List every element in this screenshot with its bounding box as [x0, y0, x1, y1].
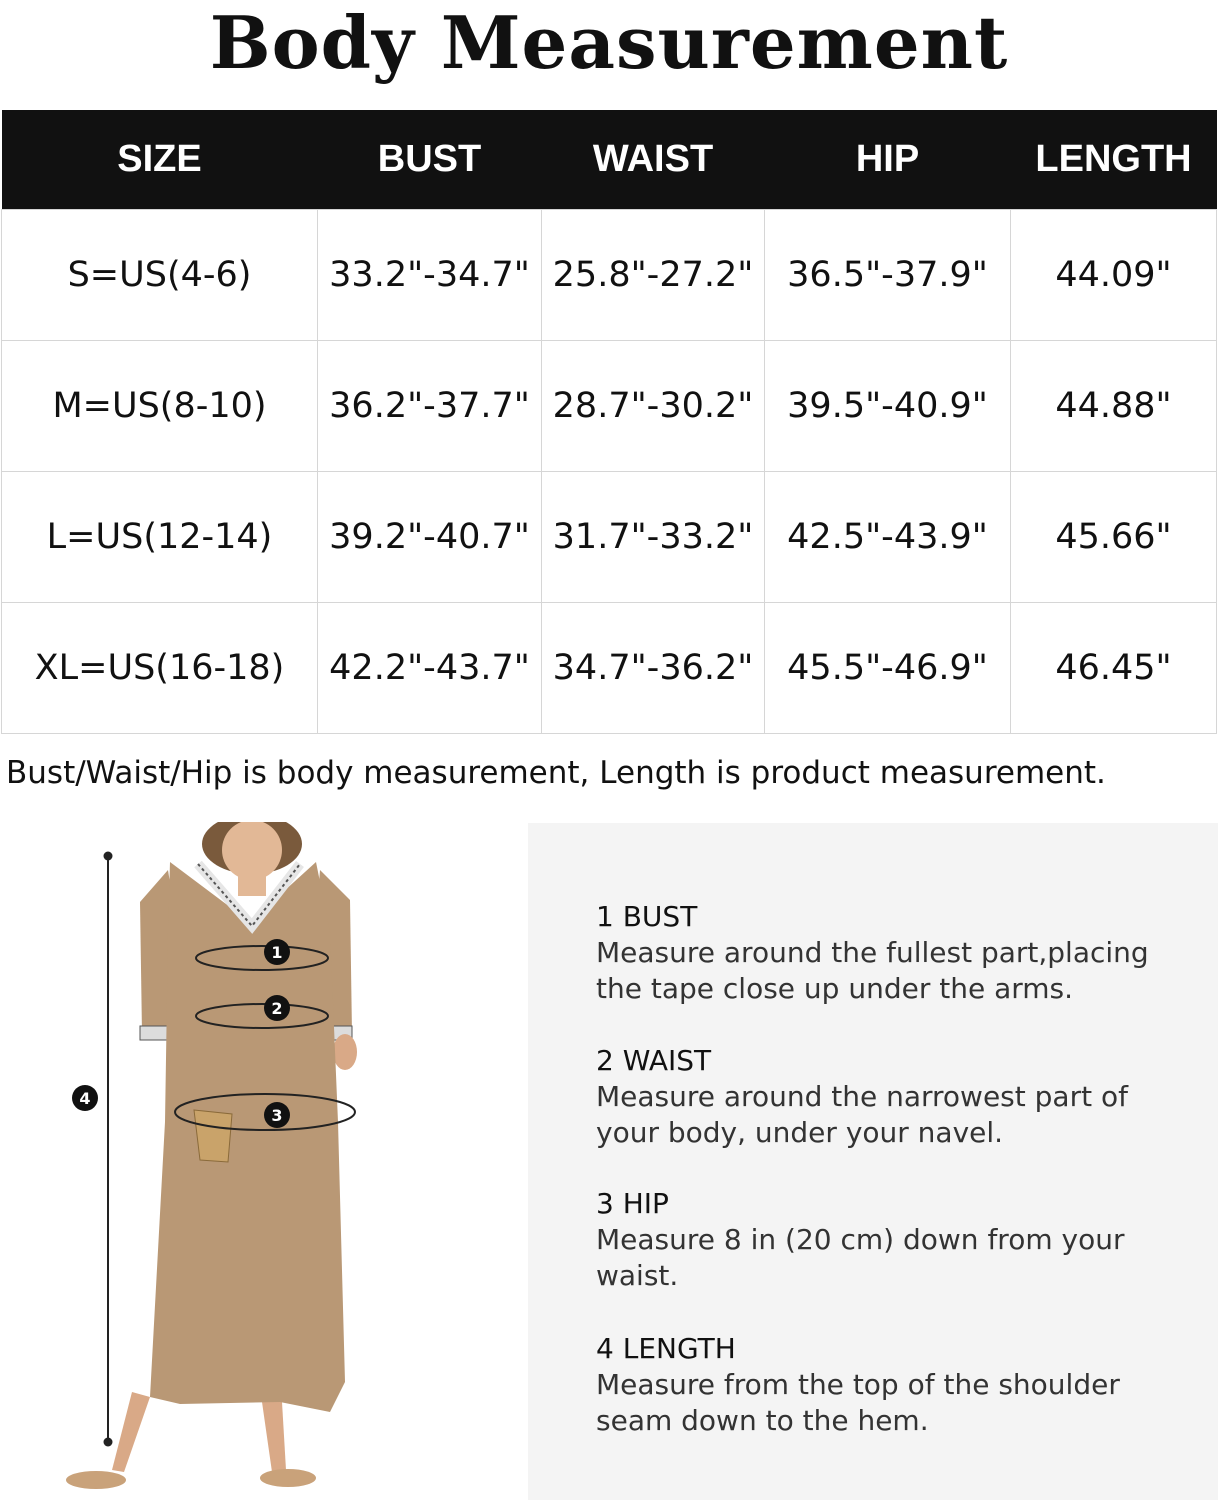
face — [222, 822, 282, 880]
length-line-bottom-dot — [104, 1438, 113, 1447]
marker-3-label: 3 — [271, 1106, 283, 1125]
waist-cell: 34.7"-36.2" — [542, 603, 765, 734]
right-sandal — [260, 1469, 316, 1487]
table-row — [2, 210, 1217, 341]
hip-cell: 36.5"-37.9" — [765, 210, 1011, 341]
header-size: SIZE — [2, 110, 318, 210]
marker-4 — [72, 1085, 98, 1111]
header-bust: BUST — [318, 110, 542, 210]
marker-2 — [264, 995, 290, 1021]
neck — [238, 872, 266, 896]
marker-4-label: 4 — [79, 1089, 91, 1108]
bust-desc-line-2: the tape close up under the arms. — [596, 972, 1074, 1005]
dress-illustration — [0, 822, 520, 1500]
hip-cell: 45.5"-46.9" — [765, 603, 1011, 734]
size-cell: XL=US(16-18) — [2, 603, 318, 734]
length-heading: 4 LENGTH — [596, 1332, 736, 1365]
bust-cell: 36.2"-37.7" — [318, 341, 542, 472]
marker-1-label: 1 — [271, 943, 283, 962]
header-hip: HIP — [765, 110, 1011, 210]
length-cell: 44.09" — [1011, 210, 1217, 341]
dress-body — [150, 862, 345, 1412]
length-instruction — [596, 1331, 1196, 1439]
length-line-top-dot — [104, 852, 113, 861]
bust-cell: 33.2"-34.7" — [318, 210, 542, 341]
right-hand — [333, 1034, 357, 1070]
hip-instruction — [596, 1186, 1196, 1294]
measurement-guide-panel — [528, 823, 1218, 1500]
length-desc-line-2: seam down to the hem. — [596, 1404, 929, 1437]
hip-cell: 39.5"-40.9" — [765, 341, 1011, 472]
page-title: Body Measurement — [209, 0, 1009, 85]
length-desc-line-1: Measure from the top of the shoulder — [596, 1368, 1120, 1401]
size-chart-table — [1, 110, 1217, 734]
marker-3 — [264, 1102, 290, 1128]
bust-cell: 39.2"-40.7" — [318, 472, 542, 603]
measurement-note: Bust/Waist/Hip is body measurement, Length is product measurement. — [6, 755, 1106, 791]
header-waist: WAIST — [542, 110, 765, 210]
length-cell: 46.45" — [1011, 603, 1217, 734]
hip-desc-line-2: waist. — [596, 1259, 679, 1292]
right-leg — [262, 1402, 286, 1472]
table-row — [2, 603, 1217, 734]
size-cell: M=US(8-10) — [2, 341, 318, 472]
marker-2-label: 2 — [271, 999, 283, 1018]
waist-instruction — [596, 1043, 1196, 1151]
waist-cell: 28.7"-30.2" — [542, 341, 765, 472]
waist-cell: 31.7"-33.2" — [542, 472, 765, 603]
table-row — [2, 341, 1217, 472]
left-cuff — [140, 1026, 170, 1040]
left-sandal — [66, 1471, 126, 1489]
left-leg — [112, 1392, 150, 1472]
size-cell: L=US(12-14) — [2, 472, 318, 603]
bust-instruction — [596, 899, 1196, 1007]
waist-heading: 2 WAIST — [596, 1044, 712, 1077]
size-cell: S=US(4-6) — [2, 210, 318, 341]
marker-1 — [264, 939, 290, 965]
bust-cell: 42.2"-43.7" — [318, 603, 542, 734]
length-cell: 45.66" — [1011, 472, 1217, 603]
header-length: LENGTH — [1011, 110, 1217, 210]
waist-desc-line-1: Measure around the narrowest part of — [596, 1080, 1128, 1113]
hip-cell: 42.5"-43.9" — [765, 472, 1011, 603]
length-cell: 44.88" — [1011, 341, 1217, 472]
cup — [194, 1110, 232, 1162]
hip-desc-line-1: Measure 8 in (20 cm) down from your — [596, 1223, 1125, 1256]
table-header-row — [2, 110, 1217, 210]
bust-heading: 1 BUST — [596, 900, 698, 933]
bust-desc-line-1: Measure around the fullest part,placing — [596, 936, 1149, 969]
dress-figure — [0, 822, 520, 1500]
table-row — [2, 472, 1217, 603]
hip-heading: 3 HIP — [596, 1187, 669, 1220]
waist-cell: 25.8"-27.2" — [542, 210, 765, 341]
waist-desc-line-2: your body, under your navel. — [596, 1116, 1004, 1149]
